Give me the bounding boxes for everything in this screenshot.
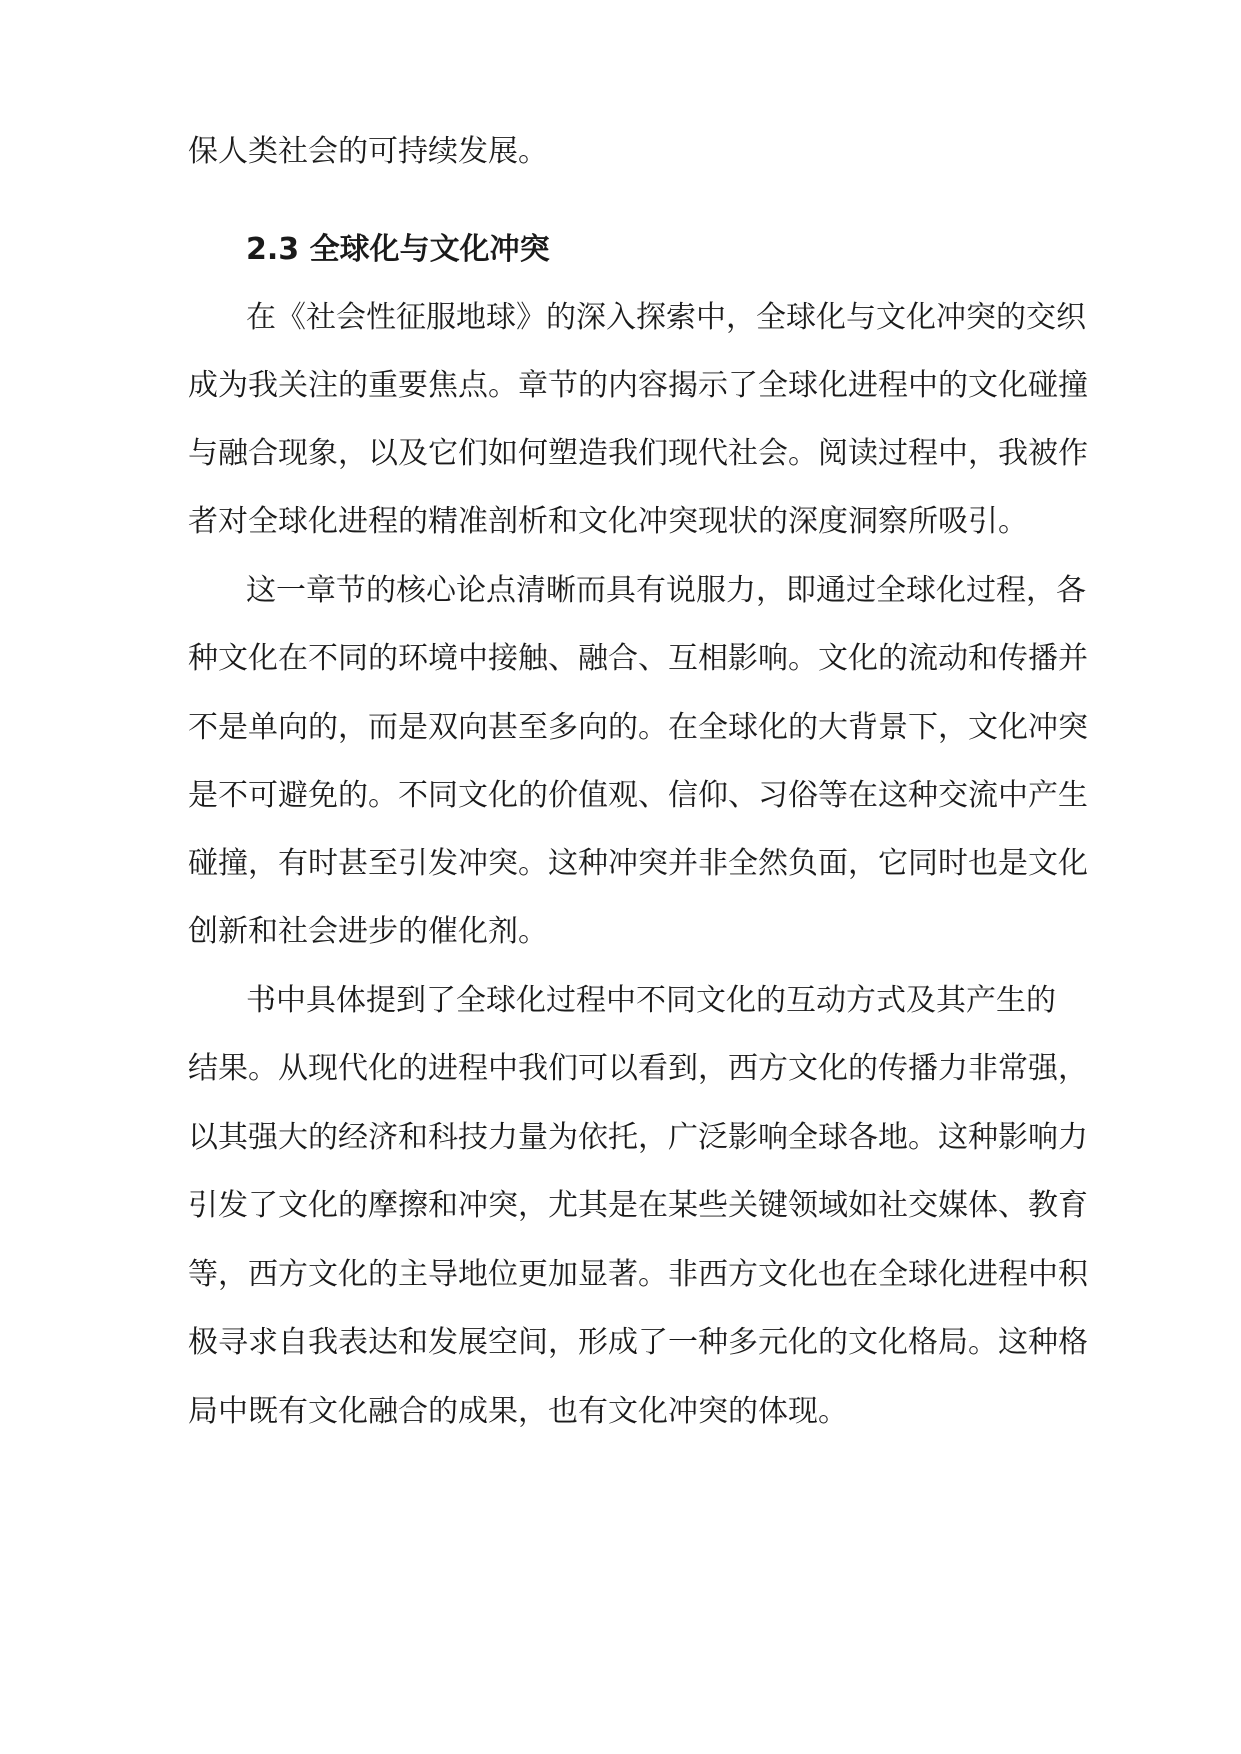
paragraph-line: 种文化在不同的环境中接触、融合、互相影响。文化的流动和传播并 <box>188 641 1088 676</box>
paragraph-line: 在《社会性征服地球》的深入探索中，全球化与文化冲突的交织 <box>246 300 1086 335</box>
paragraph-line: 成为我关注的重要焦点。章节的内容揭示了全球化进程中的文化碰撞 <box>188 368 1088 403</box>
paragraph-line: 与融合现象，以及它们如何塑造我们现代社会。阅读过程中，我被作 <box>188 436 1088 471</box>
paragraph-line: 以其强大的经济和科技力量为依托，广泛影响全球各地。这种影响力 <box>188 1120 1088 1155</box>
paragraph-line: 局中既有文化融合的成果，也有文化冲突的体现。 <box>188 1394 848 1429</box>
continuation-line: 保人类社会的可持续发展。 <box>188 134 548 169</box>
section-heading: 2.3 全球化与文化冲突 <box>246 232 550 267</box>
paragraph-line: 碰撞，有时甚至引发冲突。这种冲突并非全然负面，它同时也是文化 <box>188 846 1088 881</box>
paragraph-line: 等，西方文化的主导地位更加显著。非西方文化也在全球化进程中积 <box>188 1257 1088 1292</box>
paragraph-line: 不是单向的，而是双向甚至多向的。在全球化的大背景下，文化冲突 <box>188 710 1088 745</box>
paragraph-line: 这一章节的核心论点清晰而具有说服力，即通过全球化过程，各 <box>246 573 1086 608</box>
paragraph-line: 者对全球化进程的精准剖析和文化冲突现状的深度洞察所吸引。 <box>188 504 1028 539</box>
paragraph-line: 引发了文化的摩擦和冲突，尤其是在某些关键领域如社交媒体、教育 <box>188 1188 1088 1223</box>
paragraph-line: 极寻求自我表达和发展空间，形成了一种多元化的文化格局。这种格 <box>188 1325 1088 1360</box>
paragraph-line: 书中具体提到了全球化过程中不同文化的互动方式及其产生的 <box>246 983 1056 1018</box>
paragraph-line: 是不可避免的。不同文化的价值观、信仰、习俗等在这种交流中产生 <box>188 778 1088 813</box>
paragraph-line: 结果。从现代化的进程中我们可以看到，西方文化的传播力非常强， <box>188 1051 1088 1086</box>
paragraph-line: 创新和社会进步的催化剂。 <box>188 914 548 949</box>
